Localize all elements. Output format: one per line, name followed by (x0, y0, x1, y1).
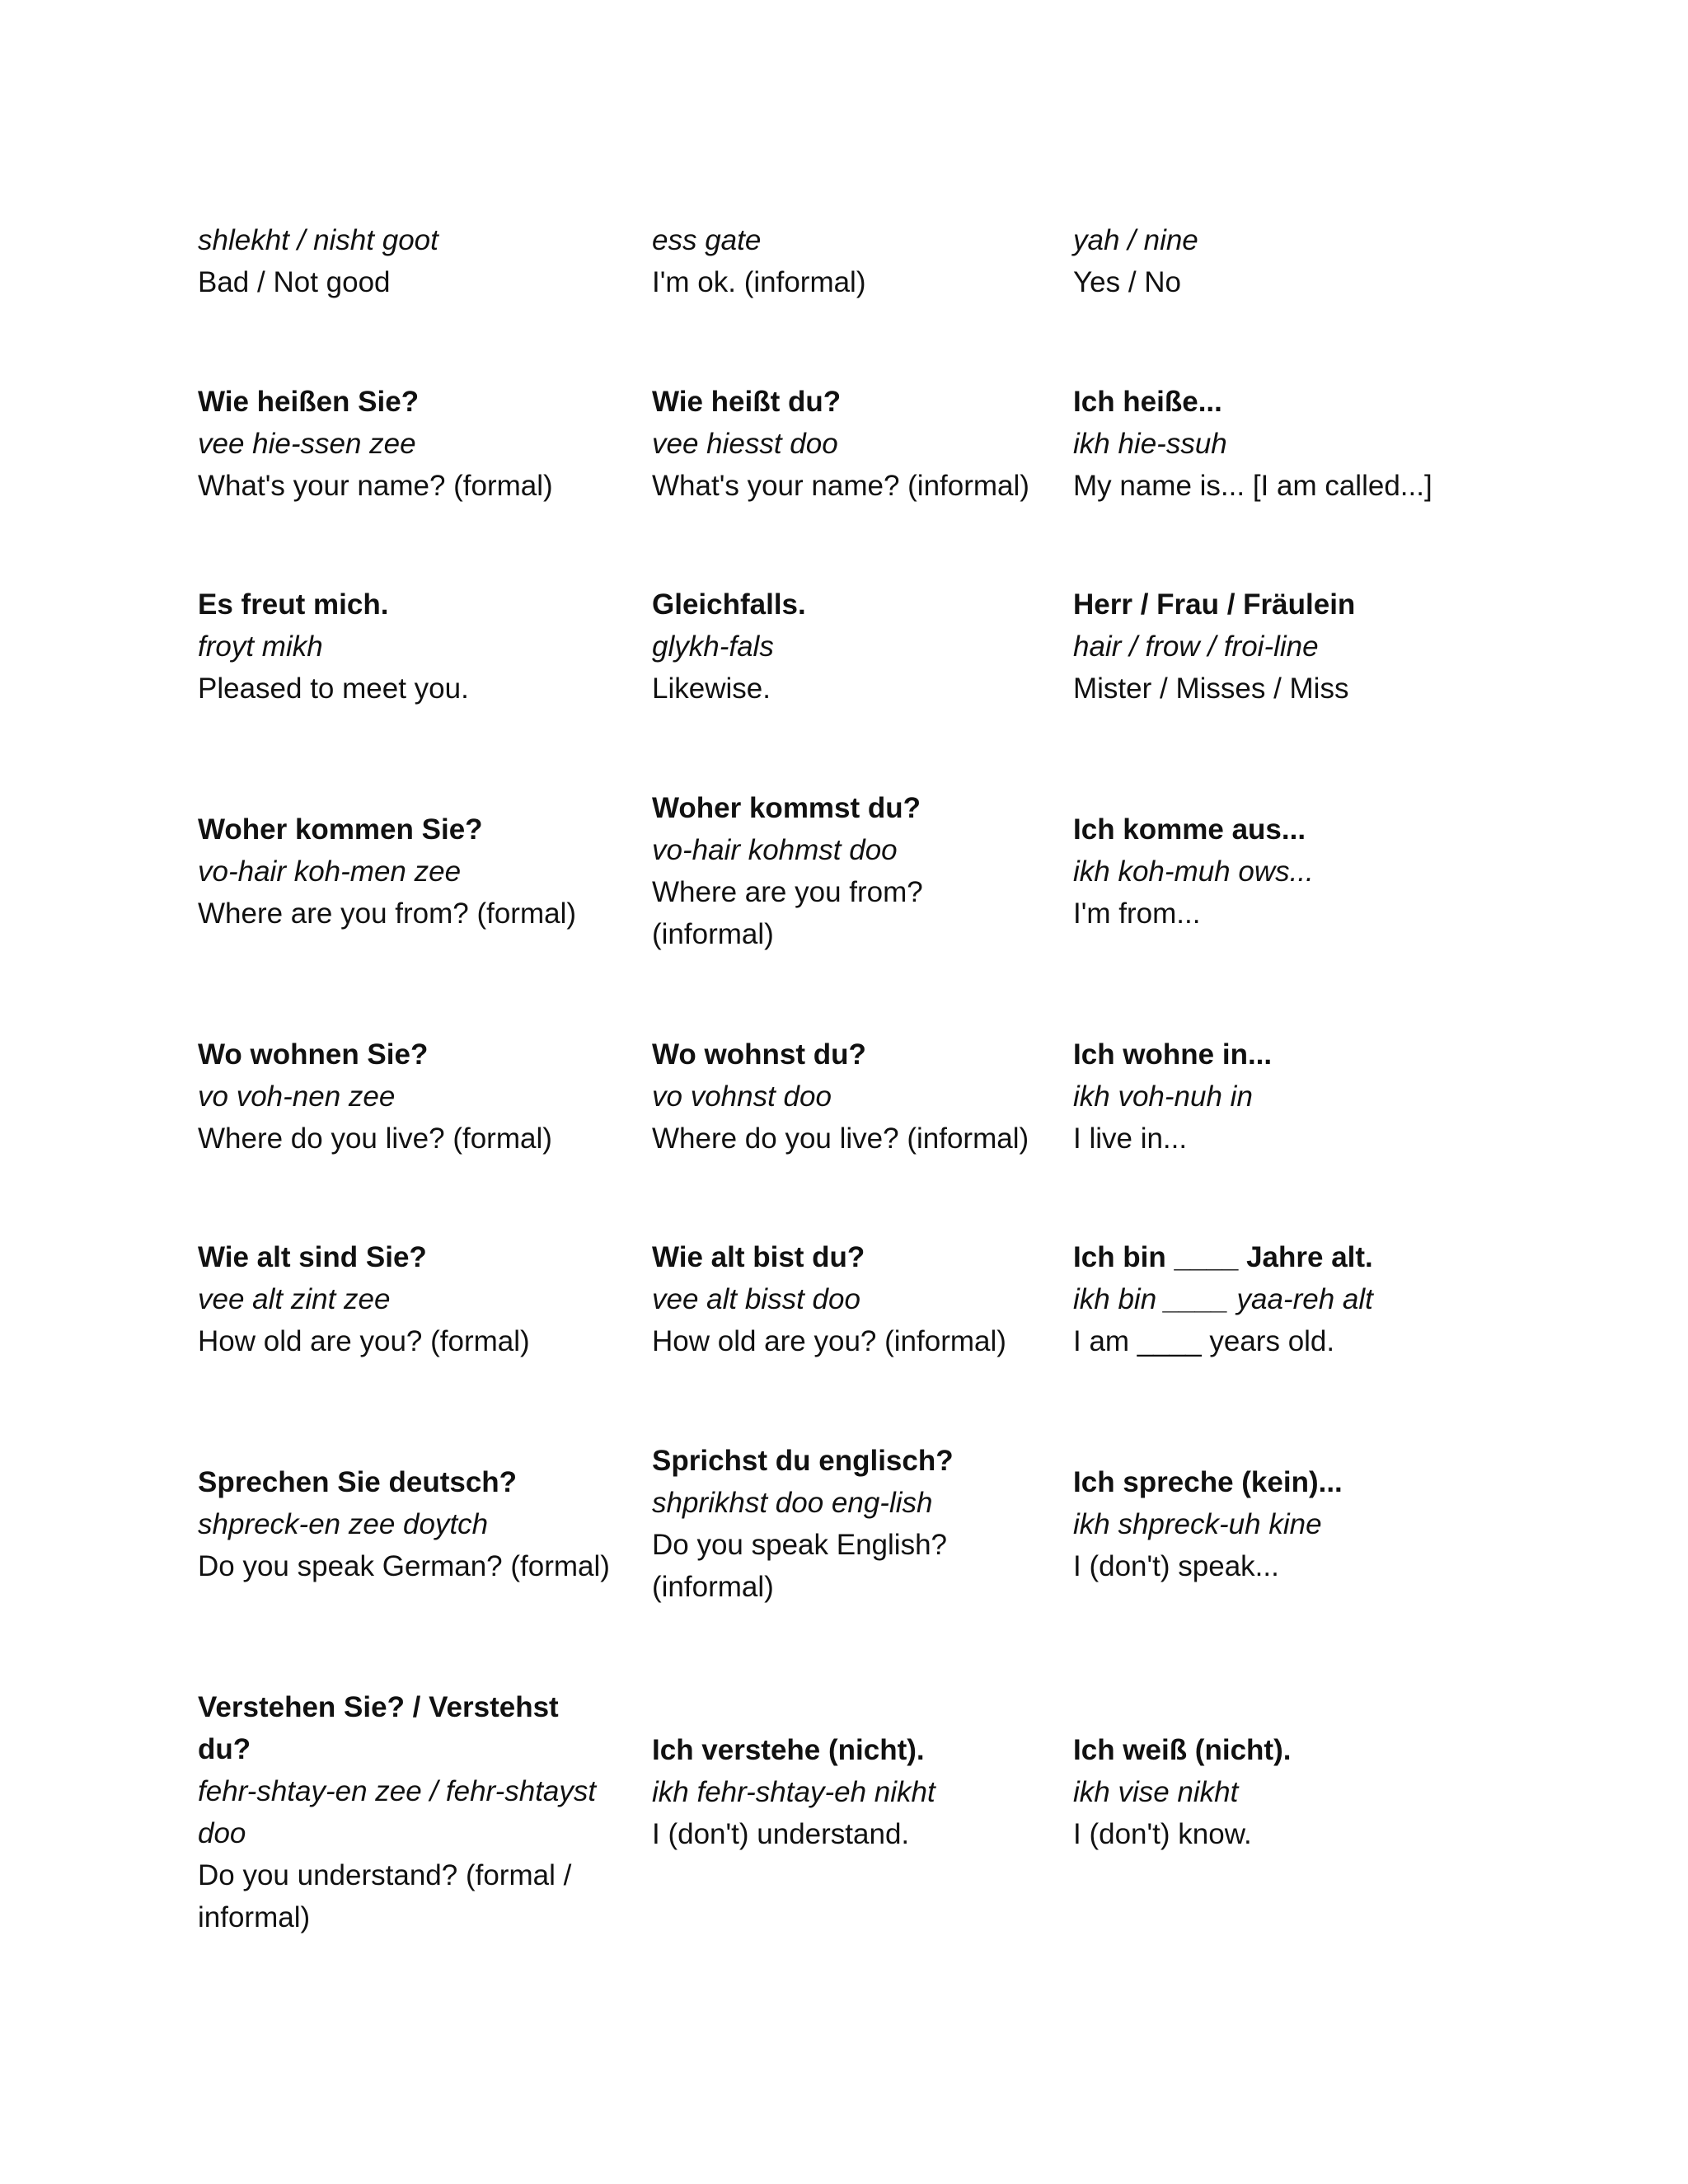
pronunciation-text: froyt mikh (198, 630, 323, 663)
pronunciation-text: shpreck-en zee doytch (198, 1508, 489, 1540)
pronunciation-text: ikh voh-nuh in (1073, 1080, 1253, 1113)
german-phrase: Ich spreche (kein)... (1073, 1466, 1343, 1498)
pronunciation-text: glykh-fals (652, 630, 774, 663)
english-translation: What's your name? (informal) (652, 470, 1029, 502)
phrase-entry (198, 1461, 618, 1587)
english-translation: Do you speak English? (informal) (652, 1529, 947, 1603)
english-translation: How old are you? (formal) (198, 1325, 530, 1357)
english-translation: I (don't) speak... (1073, 1550, 1279, 1582)
english-translation: Where are you from? (formal) (198, 898, 577, 930)
pronunciation-text: vee alt zint zee (198, 1283, 391, 1315)
phrase-entry (198, 1236, 618, 1362)
german-phrase: Herr / Frau / Fräulein (1073, 588, 1356, 621)
phrase-entry (652, 1440, 982, 1608)
german-phrase: Ich wohne in... (1073, 1038, 1273, 1071)
english-translation: I'm ok. (informal) (652, 266, 866, 298)
german-phrase: Wo wohnen Sie? (198, 1038, 429, 1071)
pronunciation-text: ikh fehr-shtay-eh nikht (652, 1776, 935, 1808)
phrase-entry (1073, 583, 1535, 710)
pronunciation-text: shlekht / nisht goot (198, 224, 438, 256)
phrase-entry (1073, 381, 1535, 507)
phrase-entry (652, 1729, 1072, 1855)
pronunciation-text: vo-hair kohmst doo (652, 834, 898, 866)
english-translation: I live in... (1073, 1122, 1188, 1155)
pronunciation-text: hair / frow / froi-line (1073, 630, 1319, 663)
german-phrase: Ich bin ____ Jahre alt. (1073, 1241, 1373, 1273)
english-translation: Pleased to meet you. (198, 673, 469, 705)
phrase-entry (652, 1033, 1072, 1160)
phrase-entry (1073, 219, 1535, 303)
phrase-entry (198, 583, 618, 710)
pronunciation-text: yah / nine (1073, 224, 1198, 256)
english-translation: Where are you from? (informal) (652, 876, 923, 950)
english-translation: Likewise. (652, 673, 771, 705)
english-translation: Yes / No (1073, 266, 1182, 298)
phrase-entry (652, 381, 1072, 507)
phrase-entry (1073, 1461, 1535, 1587)
german-phrase: Wie heißt du? (652, 386, 842, 418)
phrase-entry (652, 1236, 1072, 1362)
phrase-entry (1073, 1033, 1535, 1160)
pronunciation-text: shprikhst doo eng-lish (652, 1487, 933, 1519)
german-phrase: Wie heißen Sie? (198, 386, 420, 418)
german-phrase: Es freut mich. (198, 588, 389, 621)
german-phrase: Ich heiße... (1073, 386, 1222, 418)
phrase-entry (198, 381, 618, 507)
english-translation: Do you speak German? (formal) (198, 1550, 610, 1582)
phrase-entry (198, 219, 618, 303)
english-translation: I (don't) know. (1073, 1818, 1252, 1850)
pronunciation-text: ikh shpreck-uh kine (1073, 1508, 1322, 1540)
english-translation: Do you understand? (formal / informal) (198, 1859, 572, 1933)
phrase-entry (198, 808, 618, 935)
german-phrase: Wie alt sind Sie? (198, 1241, 427, 1273)
phrase-entry (652, 219, 1072, 303)
pronunciation-text: fehr-shtay-en zee / fehr-shtayst doo (198, 1775, 597, 1849)
phrase-entry (1073, 1236, 1535, 1362)
pronunciation-text: vo vohnst doo (652, 1080, 832, 1113)
phrase-entry (652, 787, 998, 955)
english-translation: I am ____ years old. (1073, 1325, 1335, 1357)
phrase-entry (198, 1033, 618, 1160)
pronunciation-text: ikh vise nikht (1073, 1776, 1239, 1808)
english-translation: Where do you live? (informal) (652, 1122, 1029, 1155)
pronunciation-text: ikh hie-ssuh (1073, 428, 1227, 460)
german-phrase: Wie alt bist du? (652, 1241, 865, 1273)
english-translation: Where do you live? (formal) (198, 1122, 552, 1155)
pronunciation-text: vee hiesst doo (652, 428, 838, 460)
german-phrase: Gleichfalls. (652, 588, 806, 621)
english-translation: What's your name? (formal) (198, 470, 553, 502)
german-phrase: Woher kommst du? (652, 792, 921, 824)
phrase-entry (1073, 1729, 1535, 1855)
german-phrase: Ich verstehe (nicht). (652, 1734, 925, 1766)
pronunciation-text: vee alt bisst doo (652, 1283, 860, 1315)
german-phrase: Ich weiß (nicht). (1073, 1734, 1292, 1766)
phrase-entry (198, 1686, 618, 1938)
english-translation: I'm from... (1073, 898, 1201, 930)
phrase-entry (1073, 808, 1535, 935)
german-phrase: Woher kommen Sie? (198, 813, 483, 846)
pronunciation-text: vee hie-ssen zee (198, 428, 416, 460)
pronunciation-text: ikh bin ____ yaa-reh alt (1073, 1283, 1373, 1315)
english-translation: How old are you? (informal) (652, 1325, 1006, 1357)
phrase-entry (652, 583, 1072, 710)
pronunciation-text: vo voh-nen zee (198, 1080, 396, 1113)
german-phrase: Ich komme aus... (1073, 813, 1306, 846)
german-phrase: Sprichst du englisch? (652, 1445, 954, 1477)
german-phrase: Wo wohnst du? (652, 1038, 866, 1071)
english-translation: My name is... [I am called...] (1073, 470, 1432, 502)
english-translation: Mister / Misses / Miss (1073, 673, 1349, 705)
pronunciation-text: vo-hair koh-men zee (198, 855, 462, 888)
english-translation: Bad / Not good (198, 266, 391, 298)
pronunciation-text: ikh koh-muh ows... (1073, 855, 1314, 888)
english-translation: I (don't) understand. (652, 1818, 910, 1850)
german-phrase: Verstehen Sie? / Verstehst du? (198, 1691, 559, 1765)
german-phrase: Sprechen Sie deutsch? (198, 1466, 518, 1498)
pronunciation-text: ess gate (652, 224, 762, 256)
